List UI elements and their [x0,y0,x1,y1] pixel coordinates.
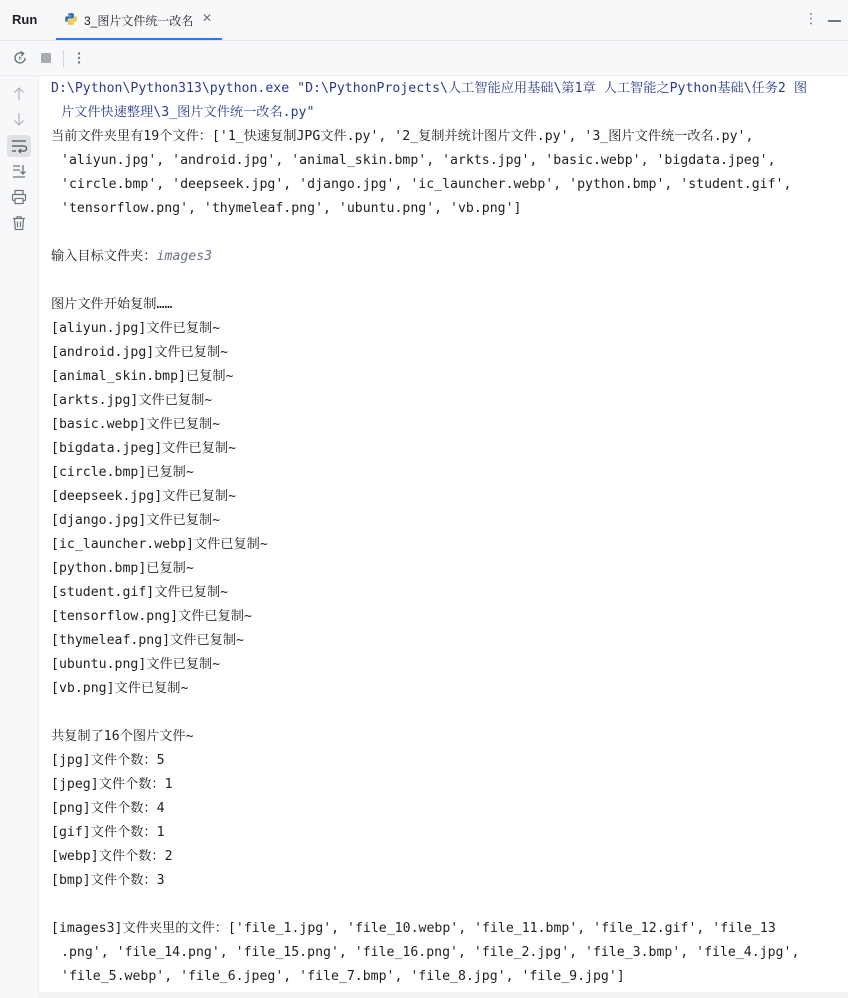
run-tool-window-header [0,0,848,41]
run-tab[interactable] [56,0,222,40]
toolbar-divider [63,50,64,67]
copy-line: [python.bmp]已复制~ [51,561,194,576]
copy-line: [django.jpg]文件已复制~ [51,513,221,528]
copy-line: [basic.webp]文件已复制~ [51,417,221,432]
scroll-up-icon[interactable] [10,85,28,103]
summary-line: 共复制了16个图片文件~ [51,729,194,744]
result-line: 'file_5.webp', 'file_6.jpeg', 'file_7.bmp', 'file_8.jpg', 'file_9.jpg'] [61,969,625,984]
console-output[interactable] [51,77,841,989]
output-line: 当前文件夹里有19个文件：['1_快速复制JPG文件.py', '2_复制并统计图片文件.py', '3_图片文件统一改名.py', [51,129,754,144]
scroll-to-end-icon[interactable] [10,162,28,180]
user-input-value: images3 [156,249,213,264]
stop-icon[interactable] [37,49,55,67]
copy-line: [ic_launcher.webp]文件已复制~ [51,537,268,552]
tab-label: 3_图片文件统一改名 [84,14,194,28]
result-line: .png', 'file_14.png', 'file_15.png', 'file_16.png', 'file_2.jpg', 'file_3.bmp', 'file_4.jpg', [61,945,800,960]
minimize-icon[interactable] [828,20,841,22]
copy-line: [aliyun.jpg]文件已复制~ [51,321,221,336]
close-tab-icon[interactable]: ✕ [202,11,213,25]
count-line: [webp]文件个数：2 [51,849,173,864]
output-line: 'tensorflow.png', 'thymeleaf.png', 'ubuntu.png', 'vb.png'] [61,201,522,216]
blank-line [51,893,841,917]
copy-line: [circle.bmp]已复制~ [51,465,194,480]
run-title: Run [12,12,38,27]
copy-line: [ubuntu.png]文件已复制~ [51,657,221,672]
copy-line: [tensorflow.png]文件已复制~ [51,609,252,624]
scroll-down-icon[interactable] [10,110,28,128]
more-options-icon[interactable]: ⋮ [804,11,818,27]
blank-line [51,269,841,293]
count-line: [jpeg]文件个数：1 [51,777,173,792]
toolbar-more-icon[interactable] [70,49,88,67]
output-line: 'aliyun.jpg', 'android.jpg', 'animal_skin.bmp', 'arkts.jpg', 'basic.webp', 'bigdata.jpeg', [61,153,776,168]
blank-line [51,701,841,725]
count-line: [jpg]文件个数：5 [51,753,165,768]
horizontal-scrollbar[interactable] [38,992,848,998]
soft-wrap-icon[interactable] [7,135,31,157]
run-toolbar [0,41,848,76]
copy-line: [vb.png]文件已复制~ [51,681,189,696]
print-icon[interactable] [10,188,28,206]
python-file-icon [64,12,78,26]
copy-line: [android.jpg]文件已复制~ [51,345,229,360]
count-line: [bmp]文件个数：3 [51,873,165,888]
output-line: 图片文件开始复制…… [51,297,173,312]
result-line: [images3]文件夹里的文件：['file_1.jpg', 'file_10.webp', 'file_11.bmp', 'file_12.gif', 'file_13 [51,921,776,936]
rerun-icon[interactable] [11,49,29,67]
copy-line: [arkts.jpg]文件已复制~ [51,393,213,408]
output-line: 'circle.bmp', 'deepseek.jpg', 'django.jpg', 'ic_launcher.webp', 'python.bmp', 'student.gif', [61,177,792,192]
count-line: [png]文件个数：4 [51,801,165,816]
count-line: [gif]文件个数：1 [51,825,165,840]
input-prompt: 输入目标文件夹： [51,249,157,264]
copy-line: [animal_skin.bmp]已复制~ [51,369,234,384]
blank-line [51,221,841,245]
command-line: D:\Python\Python313\python.exe "D:\PythonProjects\人工智能应用基础\第1章 人工智能之Python基础\任务2 图 [51,81,807,96]
command-line: 片文件快速整理\3_图片文件统一改名.py" [61,105,315,120]
copy-line: [student.gif]文件已复制~ [51,585,229,600]
input-line [51,245,841,269]
console-side-toolbar [0,76,39,998]
copy-line: [bigdata.jpeg]文件已复制~ [51,441,237,456]
copy-line: [thymeleaf.png]文件已复制~ [51,633,244,648]
clear-all-icon[interactable] [10,214,28,232]
copy-line: [deepseek.jpg]文件已复制~ [51,489,237,504]
